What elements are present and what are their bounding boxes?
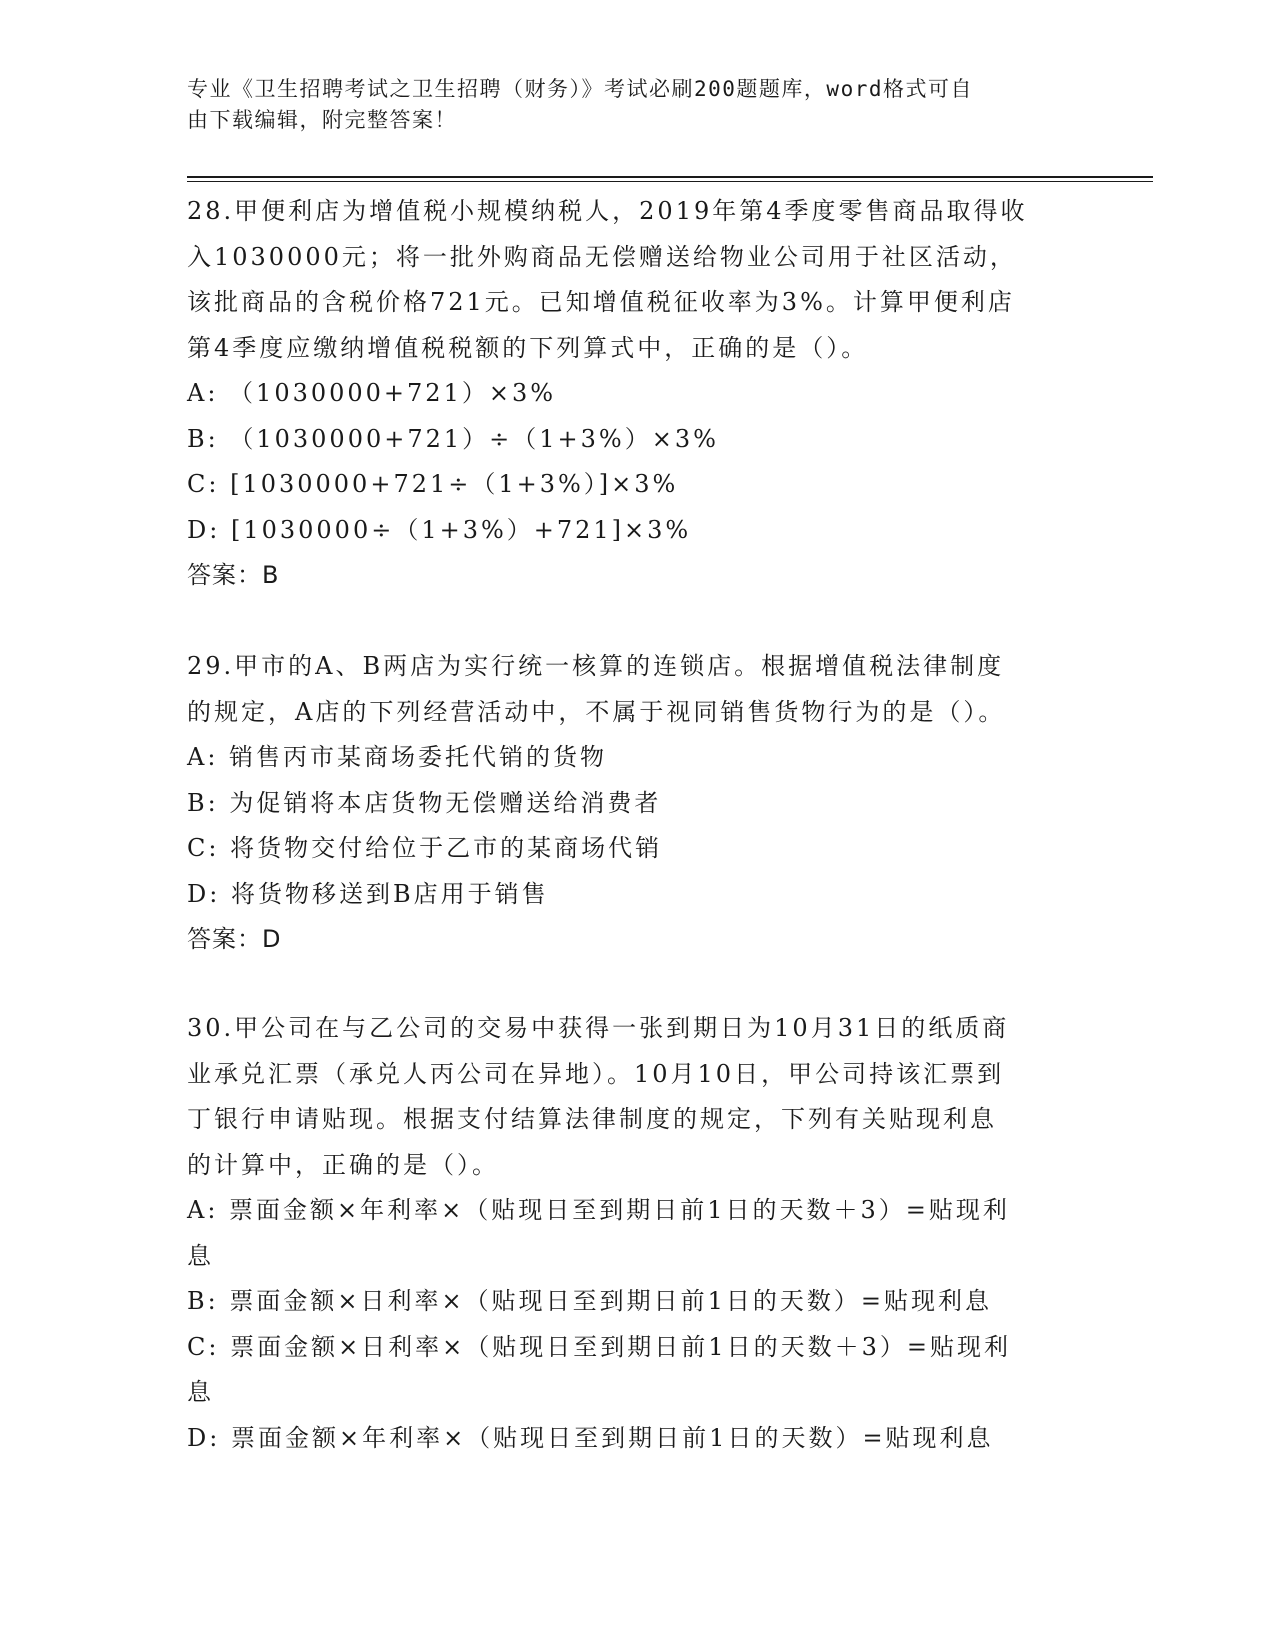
- option-d: D: 票面金额×年利率×（贴现日至到期日前1日的天数）=贴现利息: [187, 1423, 994, 1452]
- question-stem-line: 的计算中，正确的是（）。: [187, 1150, 499, 1179]
- question-30: [187, 1006, 1087, 1461]
- option-a: A: （1030000+721）×3%: [187, 379, 557, 407]
- document-header: [187, 74, 1067, 136]
- option-b: B: 票面金额×日利率×（贴现日至到期日前1日的天数）=贴现利息: [187, 1287, 992, 1315]
- answer: 答案：D: [187, 925, 282, 953]
- question-stem-line: 丁银行申请贴现。根据支付结算法律制度的规定，下列有关贴现利息: [187, 1105, 997, 1133]
- option-d: D: [1030000÷（1+3%）+721]×3%: [187, 515, 692, 544]
- question-stem-line: 28.甲便利店为增值税小规模纳税人，2019年第4季度零售商品取得收: [187, 197, 1028, 225]
- question-29: [187, 644, 1087, 963]
- header-divider-thick: [187, 176, 1153, 178]
- option-d: D: 将货物移送到B店用于销售: [187, 879, 549, 908]
- question-stem-line: 第4季度应缴纳增值税税额的下列算式中，正确的是（）。: [187, 333, 869, 362]
- question-stem-line: 30.甲公司在与乙公司的交易中获得一张到期日为10月31日的纸质商: [187, 1014, 1010, 1042]
- question-stem-line: 入1030000元；将一批外购商品无偿赠送给物业公司用于社区活动，: [187, 242, 1017, 271]
- option-c: C: 将货物交付给位于乙市的某商场代销: [187, 834, 663, 862]
- header-line-1: 专业《卫生招聘考试之卫生招聘（财务）》考试必刷200题题库，word格式可自: [187, 77, 973, 101]
- answer: 答案：B: [187, 561, 280, 589]
- header-divider-thin: [187, 181, 1153, 182]
- question-stem-line: 29.甲市的A、B两店为实行统一核算的连锁店。根据增值税法律制度: [187, 652, 1005, 680]
- option-b: B: 为促销将本店货物无偿赠送给消费者: [187, 788, 662, 817]
- question-stem-line: 该批商品的含税价格721元。已知增值税征收率为3%。计算甲便利店: [187, 288, 1015, 316]
- question-28: [187, 189, 1087, 599]
- question-stem-line: 业承兑汇票（承兑人丙公司在异地）。10月10日，甲公司持该汇票到: [187, 1059, 1005, 1088]
- header-line-2: 由下载编辑，附完整答案！: [187, 108, 457, 132]
- option-c: C: [1030000+721÷（1+3%）]×3%: [187, 470, 679, 498]
- option-a-continued: 息: [187, 1241, 214, 1270]
- option-b: B: （1030000+721）÷（1+3%）×3%: [187, 424, 719, 453]
- option-a: A: 销售丙市某商场委托代销的货物: [187, 743, 608, 771]
- option-a: A: 票面金额×年利率×（贴现日至到期日前1日的天数＋3）=贴现利: [187, 1196, 1010, 1224]
- question-stem-line: 的规定，A店的下列经营活动中，不属于视同销售货物行为的是（）。: [187, 697, 1006, 726]
- option-c: C: 票面金额×日利率×（贴现日至到期日前1日的天数＋3）=贴现利: [187, 1332, 1011, 1361]
- option-c-continued: 息: [187, 1378, 214, 1406]
